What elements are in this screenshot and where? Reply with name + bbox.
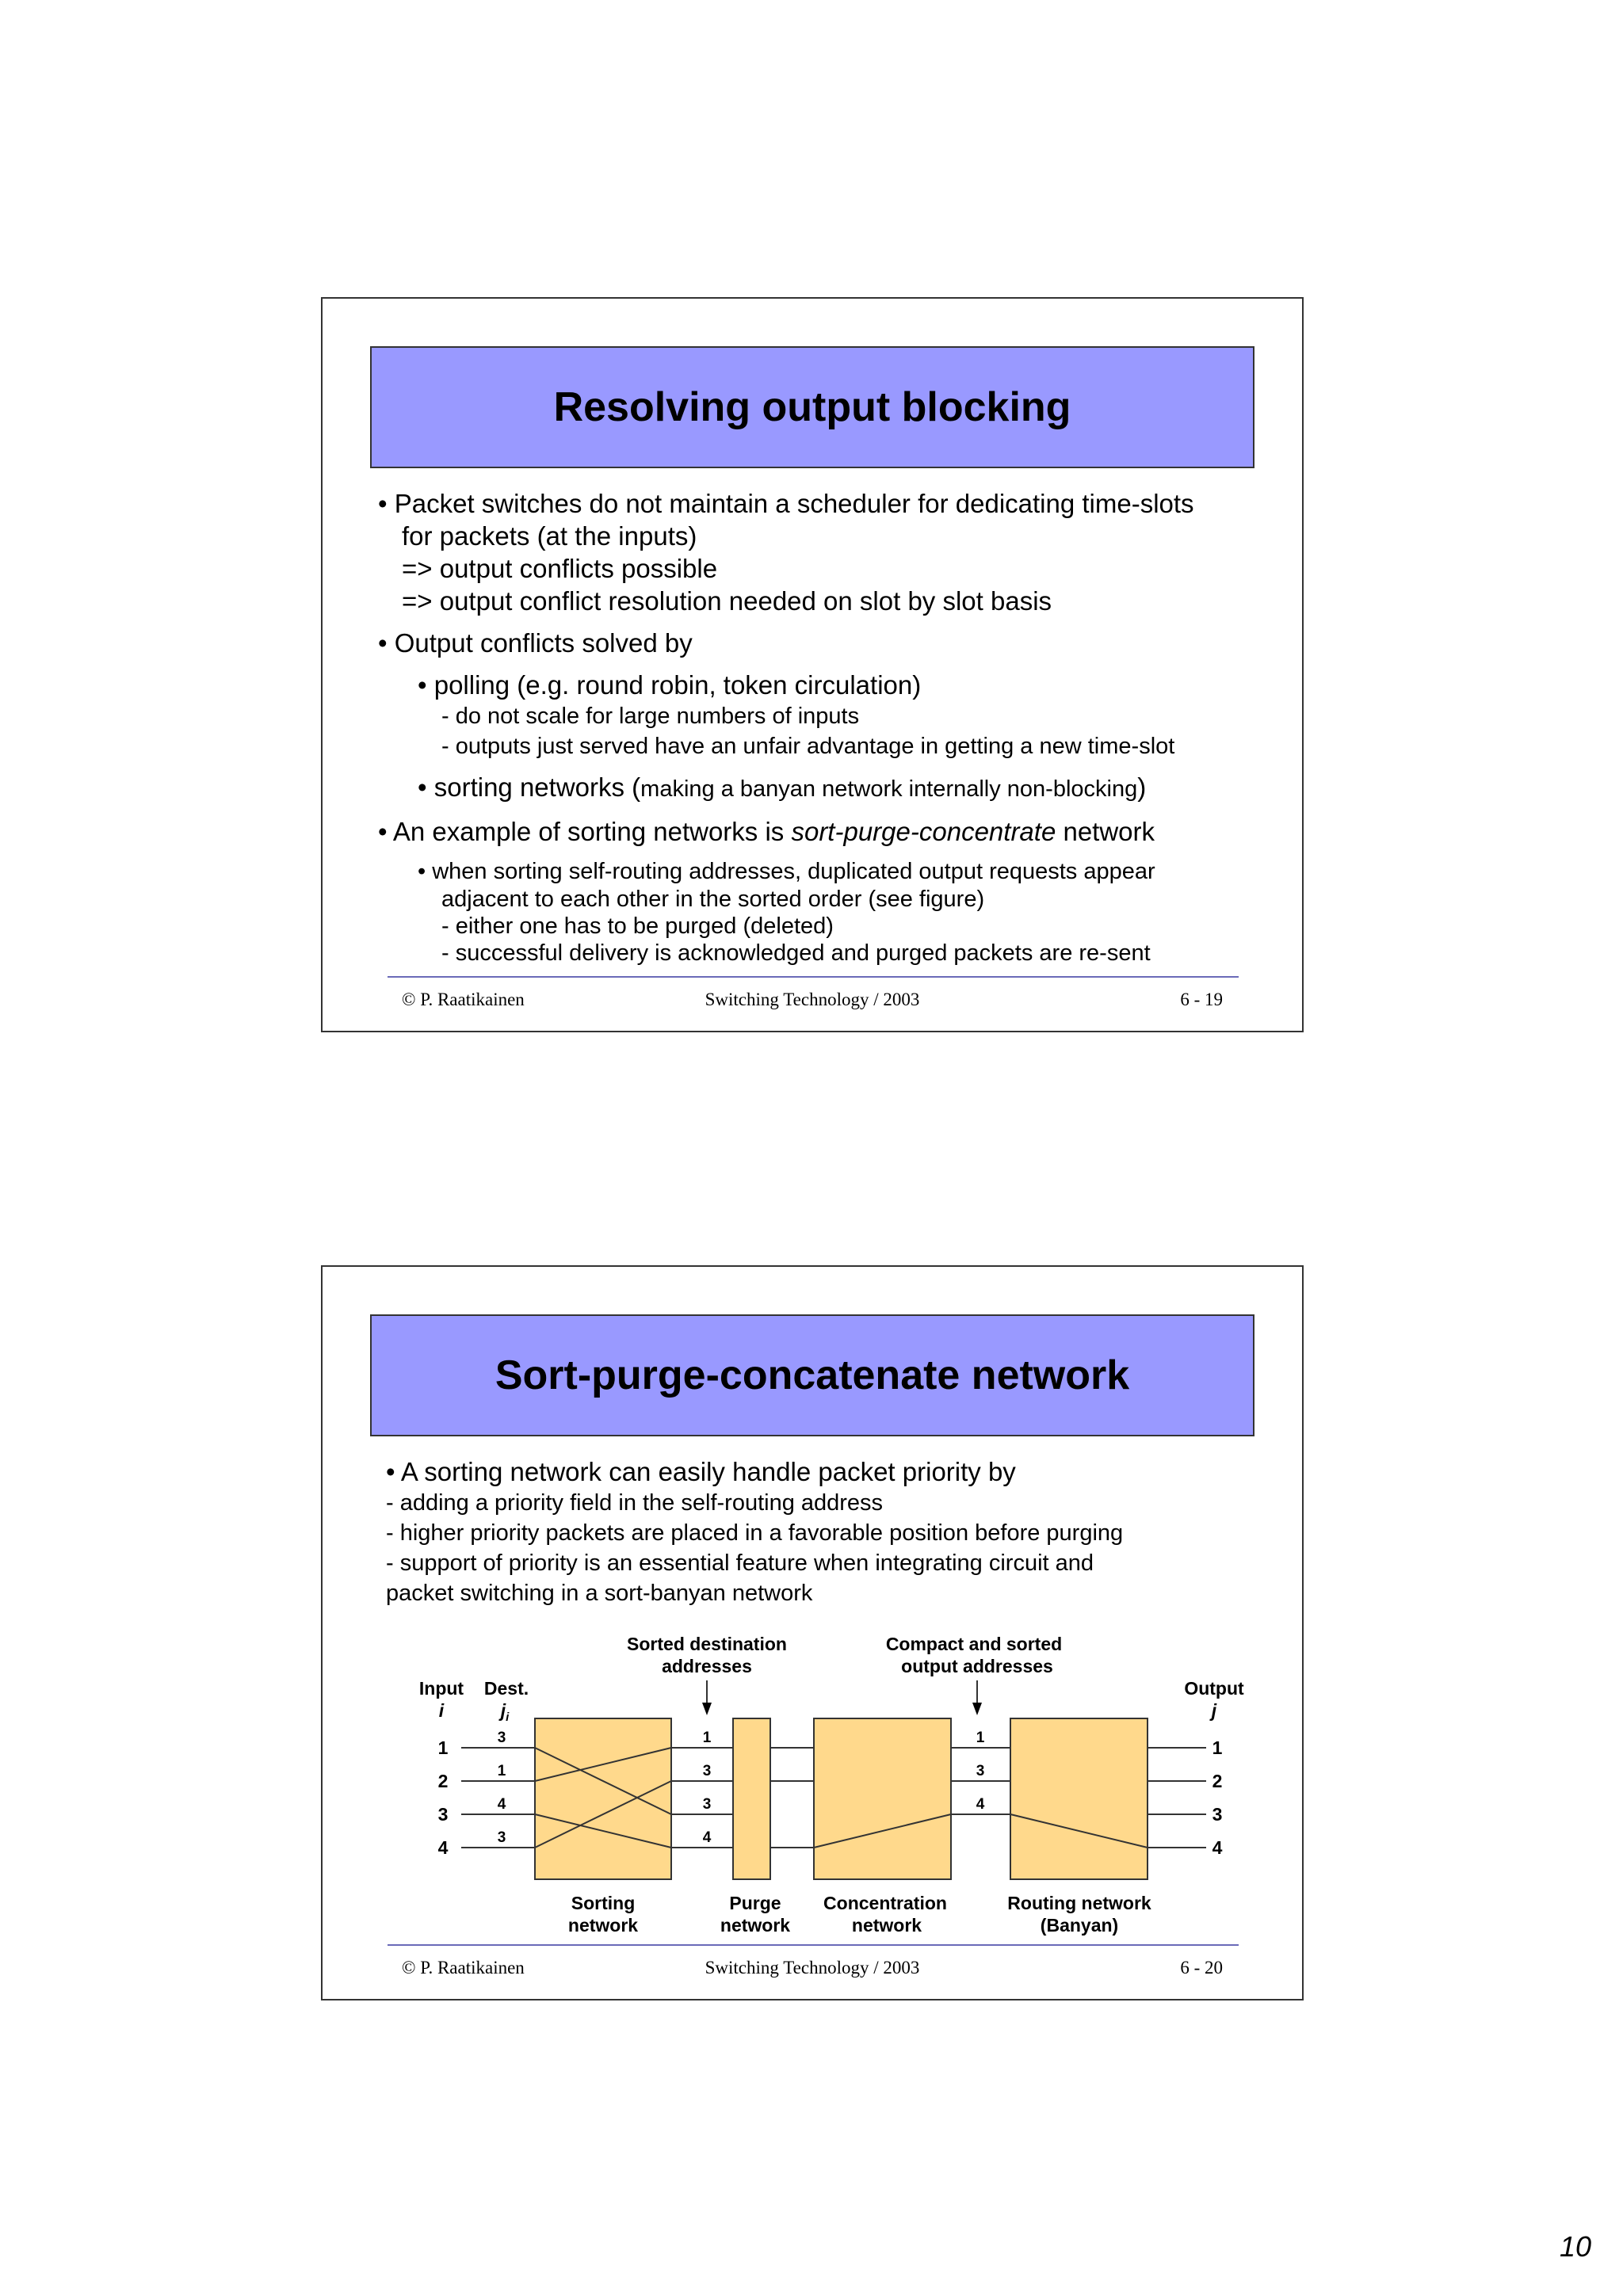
input-label: Input (418, 1678, 464, 1699)
routing-network-box (1010, 1718, 1148, 1879)
output-label: Output (1184, 1678, 1244, 1699)
bullet-continuation: for packets (at the inputs) (402, 521, 697, 551)
sub-bullet-continuation: adjacent to each other in the sorted order (see figure) (441, 887, 985, 912)
input-number: 1 (437, 1737, 449, 1758)
sub-bullet: • when sorting self-routing addresses, duplicated output requests appear (418, 859, 1155, 884)
sorted-address: 3 (702, 1763, 712, 1779)
dest-var: $j_i$ (500, 1700, 510, 1724)
input-number: 3 (437, 1804, 449, 1825)
sorted-address: 1 (702, 1730, 712, 1746)
sorted-address: 4 (702, 1829, 712, 1846)
dest-label: Dest. (483, 1678, 529, 1699)
output-number: 1 (1212, 1737, 1223, 1758)
compact-addresses-label: Compact and sorted (885, 1634, 1063, 1654)
purge-network-label: network (720, 1915, 791, 1936)
footer-author: © P. Raatikainen (402, 990, 525, 1009)
sorted-addresses-label: Sorted destination (627, 1634, 787, 1654)
footer-slide-number: 6 - 19 (1180, 990, 1223, 1009)
routing-network-label: Routing network (1007, 1893, 1151, 1913)
bullet (378, 815, 1266, 848)
sub-bullet: • polling (e.g. round robin, token circulation) (418, 670, 922, 700)
footer-course: Switching Technology / 2003 (705, 1958, 920, 1978)
compact-address: 3 (976, 1763, 985, 1779)
slide-6-19 (321, 297, 1304, 1032)
dest-address: 1 (497, 1763, 506, 1779)
sort-purge-network-diagram (323, 1267, 1305, 2002)
bullet-text: network (1056, 817, 1155, 846)
dest-address: 3 (497, 1829, 506, 1846)
arrow-down-icon (972, 1703, 982, 1715)
bullet: • Packet switches do not maintain a scheduler for dedicating time-slots (378, 489, 1194, 518)
sorted-addresses-label: addresses (662, 1656, 752, 1676)
concentration-network-label: Concentration (823, 1893, 947, 1913)
slide-title: Resolving output blocking (553, 384, 1071, 430)
dash-item: - higher priority packets are placed in a favorable position before purging (386, 1520, 1124, 1546)
sub-bullet-close: ) (1137, 772, 1147, 802)
footer (402, 990, 1223, 1013)
concentration-network-box (814, 1718, 951, 1879)
slide-title: Sort-purge-concatenate network (495, 1352, 1130, 1398)
dash-item: - adding a priority field in the self-routing address (386, 1490, 884, 1516)
footer-divider (388, 976, 1239, 978)
bullet-italic-text: sort-purge-concentrate (791, 817, 1056, 846)
dest-address: 4 (497, 1796, 506, 1813)
bullet: • A sorting network can easily handle packet priority by (386, 1457, 1016, 1486)
output-number: 2 (1212, 1771, 1223, 1791)
sub-bullet-continuation: - successful delivery is acknowledged and purged packets are re-sent (441, 940, 1151, 966)
sub-bullet (378, 771, 1266, 806)
sub-bullet-small-text: making a banyan network internally non-blocking (640, 776, 1138, 802)
footer-course: Switching Technology / 2003 (705, 990, 920, 1009)
dash-item: - support of priority is an essential feature when integrating circuit and (386, 1550, 1094, 1576)
dest-address: 3 (497, 1730, 506, 1746)
routing-network-label: (Banyan) (1040, 1915, 1119, 1936)
bullet: • Output conflicts solved by (378, 628, 693, 658)
sorting-network-label: Sorting (571, 1893, 636, 1913)
compact-addresses-label: output addresses (901, 1656, 1053, 1676)
footer-author: © P. Raatikainen (402, 1958, 525, 1978)
purge-network-box (733, 1718, 770, 1879)
footer-divider (388, 1944, 1239, 1946)
slide-title-box (370, 346, 1254, 468)
output-number: 3 (1212, 1804, 1223, 1825)
output-var: j (1211, 1700, 1217, 1721)
sorting-network-box (535, 1718, 671, 1879)
sub-sub-item: - do not scale for large numbers of inputs (441, 704, 860, 729)
arrow-down-icon (702, 1703, 712, 1715)
dash-item-continuation: packet switching in a sort-banyan network (386, 1581, 813, 1606)
concentration-network-label: network (851, 1915, 922, 1936)
sub-bullet-continuation: - either one has to be purged (deleted) (441, 913, 834, 939)
sorted-address: 3 (702, 1796, 712, 1813)
sub-sub-item: - outputs just served have an unfair advantage in getting a new time-slot (441, 734, 1175, 759)
purge-network-label: Purge (729, 1893, 781, 1913)
sorting-network-label: network (567, 1915, 639, 1936)
bullet-text: • An example of sorting networks is (378, 817, 792, 846)
input-number: 2 (437, 1771, 449, 1791)
bullet-continuation: => output conflicts possible (402, 554, 718, 583)
sub-bullet-text: • sorting networks ( (418, 772, 641, 802)
input-number: 4 (437, 1837, 449, 1858)
footer (402, 1958, 1223, 1981)
output-number: 4 (1212, 1837, 1223, 1858)
slide-body (378, 487, 1266, 967)
bullet-continuation: => output conflict resolution needed on slot by slot basis (402, 586, 1052, 616)
footer-slide-number: 6 - 20 (1180, 1958, 1223, 1978)
page-number: 10 (1559, 2230, 1591, 2263)
compact-address: 4 (976, 1796, 985, 1813)
slide-6-20 (321, 1265, 1304, 2000)
compact-address: 1 (976, 1730, 985, 1746)
input-var: i (438, 1700, 445, 1721)
